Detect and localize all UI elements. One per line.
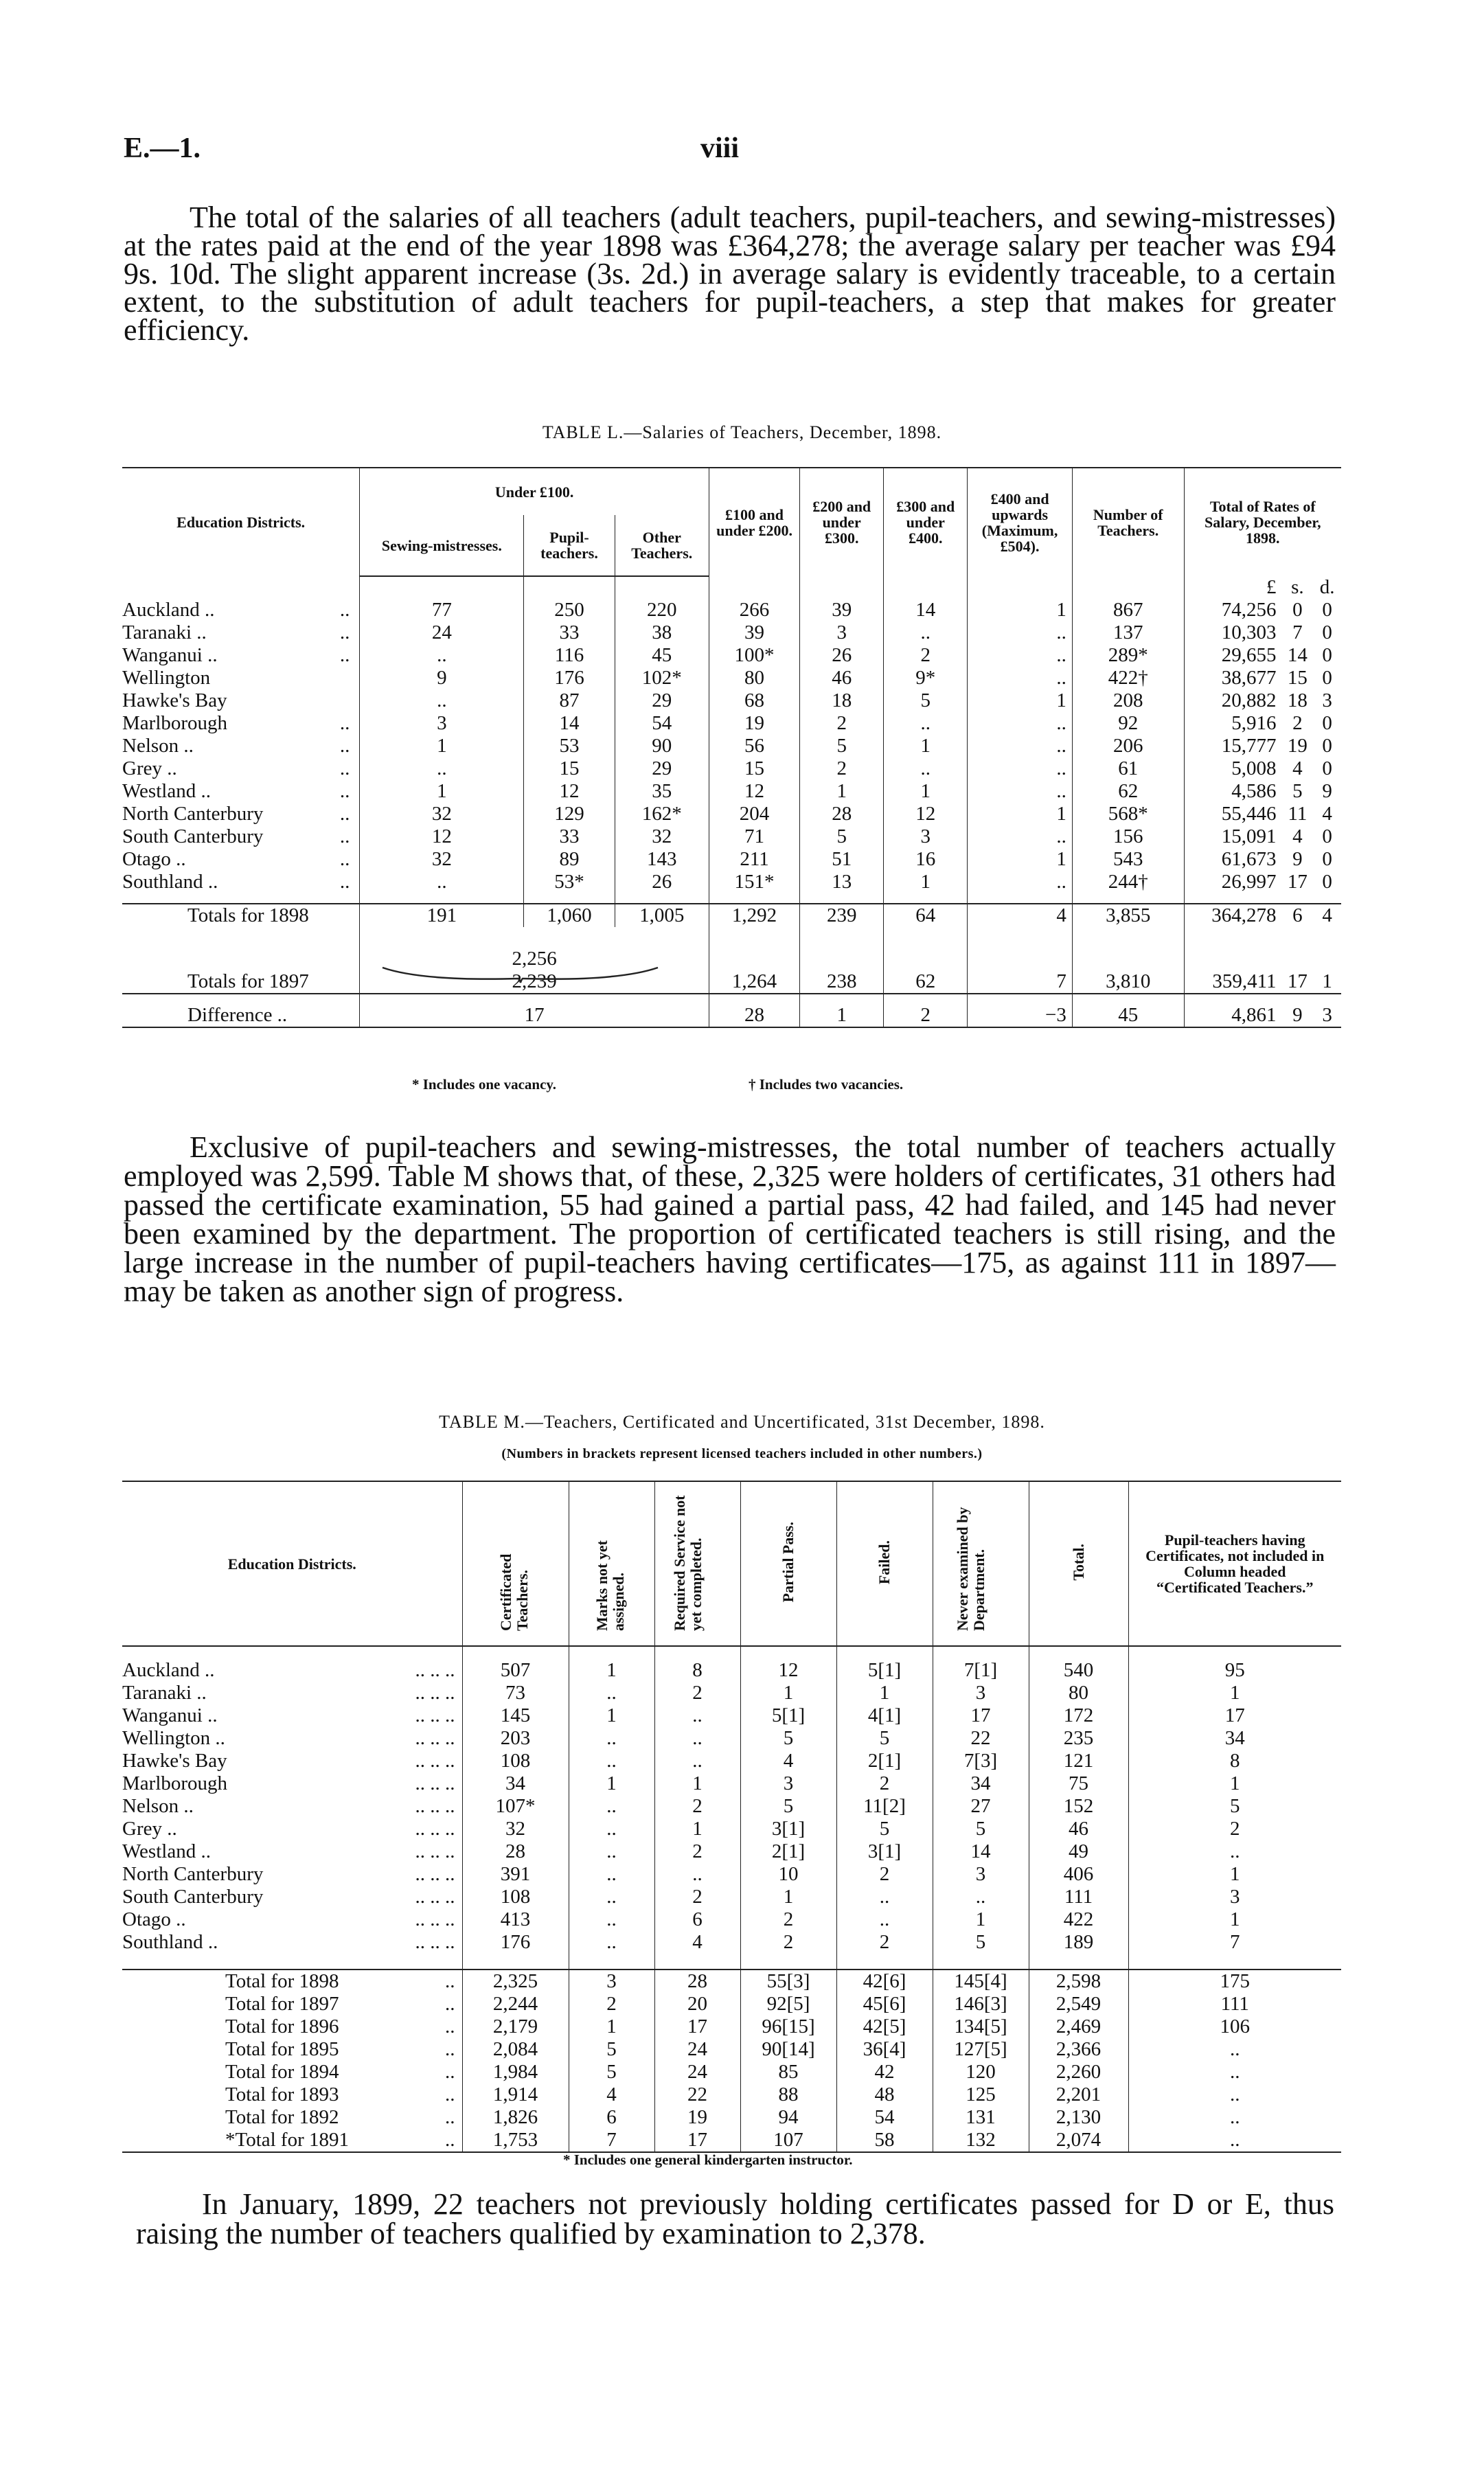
- total-row: Total for 1893 .. 1,914 4 22 88 48 125 2,201 ..: [122, 2083, 1341, 2106]
- table-l-caption: TABLE L.—Salaries of Teachers, December, 1898.: [542, 422, 942, 442]
- m-col-never: Never examined by Department.: [954, 1507, 988, 1631]
- table-row: Grey .. .. .. 15 29 15 2 .. .. 61 5,008 4 0: [122, 757, 1332, 779]
- m-col-education-districts: Education Districts.: [122, 1481, 462, 1646]
- table-row: Westland .. .. 1 12 35 12 1 1 .. 62 4,586 5 9: [122, 780, 1332, 802]
- unit-shillings: s.: [1291, 576, 1304, 598]
- table-row: Auckland .. .. 77 250 220 266 39 14 1 867 74,256 0 0: [122, 599, 1332, 621]
- table-row: Taranaki .. .. .. .. 73 .. 2 1 1 3 80 1: [122, 1682, 1341, 1704]
- table-row: Grey .. .. .. .. 32 .. 1 3[1] 5 5 46 2: [122, 1818, 1341, 1840]
- salary-paragraph: The total of the salaries of all teachers (adult teachers, pupil-teachers, and sewing-mistresses) at the rates paid at the end of the year 1898 was £364,278; the average salary per teacher was £94 9s. 10d. The slight apparent increase (3s. 2d.) in average salary is evidently traceable, to a certain extent, to the substitution of adult teachers for pupil-teachers, a step that makes for greater efficiency.: [124, 201, 1336, 347]
- col-number-teachers: Number of Teachers.: [1072, 468, 1184, 576]
- total-row: Total for 1892 .. 1,826 6 19 94 54 131 2,130 ..: [122, 2106, 1341, 2129]
- col-200-300: £200 and under £300.: [800, 468, 884, 576]
- m-col-partial: Partial Pass.: [779, 1522, 797, 1603]
- unit-pounds: £: [1184, 576, 1281, 599]
- unit-pence: d.: [1319, 576, 1335, 598]
- table-m-subcaption: (Numbers in brackets represent licensed teachers included in other numbers.): [501, 1446, 983, 1461]
- table-row: Southland .. .. .. .. 176 .. 4 2 2 5 189 7: [122, 1931, 1341, 1954]
- total-row: Total for 1898 .. 2,325 3 28 55[3] 42[6] 145[4] 2,598 175: [122, 1970, 1341, 1993]
- table-m-footnote: * Includes one general kindergarten instructor.: [563, 2151, 853, 2168]
- table-row: South Canterbury .. 12 33 32 71 5 3 .. 156 15,091 4 0: [122, 825, 1332, 847]
- combined-1898-value: 2,256: [360, 948, 709, 970]
- col-other-teachers: Other Teachers.: [615, 515, 709, 576]
- col-400-upwards: £400 and upwards (Maximum, £504).: [968, 468, 1073, 576]
- table-l-footnote-two-vacancies: † Includes two vacancies.: [749, 1076, 904, 1093]
- table-row: Auckland .. .. .. .. 507 1 8 12 5[1] 7[1] 540 95: [122, 1659, 1341, 1682]
- table-row: Nelson .. .. .. .. 107* .. 2 5 11[2] 27 152 5: [122, 1795, 1341, 1818]
- table-m-caption: TABLE M.—Teachers, Certificated and Uncertificated, 31st December, 1898.: [439, 1412, 1045, 1432]
- table-m-certificated: [122, 1481, 1341, 2153]
- total-row: Total for 1896 .. 2,179 1 17 96[15] 42[5] 134[5] 2,469 106: [122, 2016, 1341, 2038]
- combined-1898-row: [122, 948, 1341, 970]
- page-number: viii: [700, 133, 740, 164]
- total-row: Total for 1897 .. 2,244 2 20 92[5] 45[6] 146[3] 2,549 111: [122, 1993, 1341, 2016]
- table-row: North Canterbury .. .. .. 391 .. .. 10 2 3 406 1: [122, 1863, 1341, 1886]
- total-row: *Total for 1891 .. 1,753 7 17 107 58 132 2,074 ..: [122, 2129, 1341, 2152]
- table-row: Hawke's Bay .. .. .. 108 .. .. 4 2[1] 7[3] 121 8: [122, 1750, 1341, 1772]
- total-row: Total for 1894 .. 1,984 5 24 85 42 120 2,260 ..: [122, 2061, 1341, 2083]
- table-row: Wanganui .. .. .. 116 45 100* 26 2 .. 289* 29,655 14 0: [122, 644, 1332, 666]
- m-col-service: Required Service not yet completed.: [670, 1495, 705, 1631]
- total-row: Total for 1895 .. 2,084 5 24 90[14] 36[4] 127[5] 2,366 ..: [122, 2038, 1341, 2061]
- table-row: Hawke's Bay .. 87 29 68 18 5 1 208 20,882 18 3: [122, 689, 1332, 711]
- totals-1897-row: Totals for 1897 2,239 1,264 238 62 7 3,810 359,411 17 1: [122, 970, 1341, 994]
- m-col-pupil-teachers: Pupil-teachers having Certificates, not included in Column headed “Certificated Teachers.”: [1128, 1481, 1341, 1646]
- col-education-districts: Education Districts.: [122, 468, 360, 576]
- under-100-brace: [381, 966, 659, 984]
- table-row: Marlborough .. .. .. 34 1 1 3 2 34 75 1: [122, 1772, 1341, 1795]
- report-reference: E.—1.: [124, 133, 201, 164]
- col-100-200: £100 and under £200.: [709, 468, 799, 576]
- m-col-total: Total.: [1069, 1544, 1087, 1581]
- certificates-paragraph: Exclusive of pupil-teachers and sewing-mistresses, the total number of teachers actually employed was 2,599. Table M shows that, of these, 2,325 were holders of certificates, 31 others had passed the certificate examination, 55 had gained a partial pass, 42 had failed, and 145 had never been examined by the department. The proportion of certificated teachers is still rising, and the large increase in the number of pupil-teachers having certificates—175, as against 111 in 1897—may be taken as another sign of progress.: [124, 1130, 1336, 1308]
- table-row: Wellington 9 176 102* 80 46 9* .. 422† 38,677 15 0: [122, 667, 1332, 689]
- table-row: North Canterbury .. 32 129 162* 204 28 12 1 568* 55,446 11 4: [122, 803, 1332, 825]
- table-row: Southland .. .. .. 53* 26 151* 13 1 .. 244† 26,997 17 0: [122, 871, 1332, 893]
- table-row: South Canterbury .. .. .. 108 .. 2 1 .. .. 111 3: [122, 1886, 1341, 1908]
- col-sewing-mistresses: Sewing-mistresses.: [360, 515, 524, 576]
- january-paragraph: In January, 1899, 22 teachers not previously holding certificates passed for D or E, thus raising the number of teachers qualified by examination to 2,378.: [136, 2187, 1334, 2250]
- col-total-salary: Total of Rates of Salary, December, 1898.: [1184, 468, 1341, 576]
- m-col-failed: Failed.: [876, 1540, 893, 1585]
- table-row: Nelson .. .. 1 53 90 56 5 1 .. 206 15,777 19 0: [122, 735, 1332, 757]
- difference-row: Difference .. 17 28 1 2 −3 45 4,861 9 3: [122, 1004, 1341, 1027]
- totals-1898-row: Totals for 1898 191 1,060 1,005 1,292 239 64 4 3,855 364,278 6 4: [122, 904, 1341, 927]
- table-row: Westland .. .. .. .. 28 .. 2 2[1] 3[1] 14 49 ..: [122, 1840, 1341, 1863]
- col-300-400: £300 and under £400.: [884, 468, 968, 576]
- table-l-salaries: [122, 467, 1341, 1028]
- m-col-marks: Marks not yet assigned.: [593, 1540, 627, 1631]
- table-row: Taranaki .. .. 24 33 38 39 3 .. .. 137 10,303 7 0: [122, 621, 1332, 643]
- page-header: [124, 132, 1346, 173]
- table-row: Wellington .. .. .. .. 203 .. .. 5 5 22 235 34: [122, 1727, 1341, 1750]
- table-row: Otago .. .. 32 89 143 211 51 16 1 543 61,673 9 0: [122, 848, 1332, 870]
- table-row: Wanganui .. .. .. .. 145 1 .. 5[1] 4[1] 17 172 17: [122, 1704, 1341, 1727]
- table-l-footnote-vacancy: * Includes one vacancy.: [412, 1076, 557, 1093]
- col-pupil-teachers: Pupil-teachers.: [524, 515, 615, 576]
- m-col-certificated: Certificated Teachers.: [496, 1553, 531, 1631]
- col-under-100: Under £100.: [360, 468, 709, 515]
- table-row: Otago .. .. .. .. 413 .. 6 2 .. 1 422 1: [122, 1908, 1341, 1931]
- table-row: Marlborough .. 3 14 54 19 2 .. .. 92 5,916 2 0: [122, 712, 1332, 734]
